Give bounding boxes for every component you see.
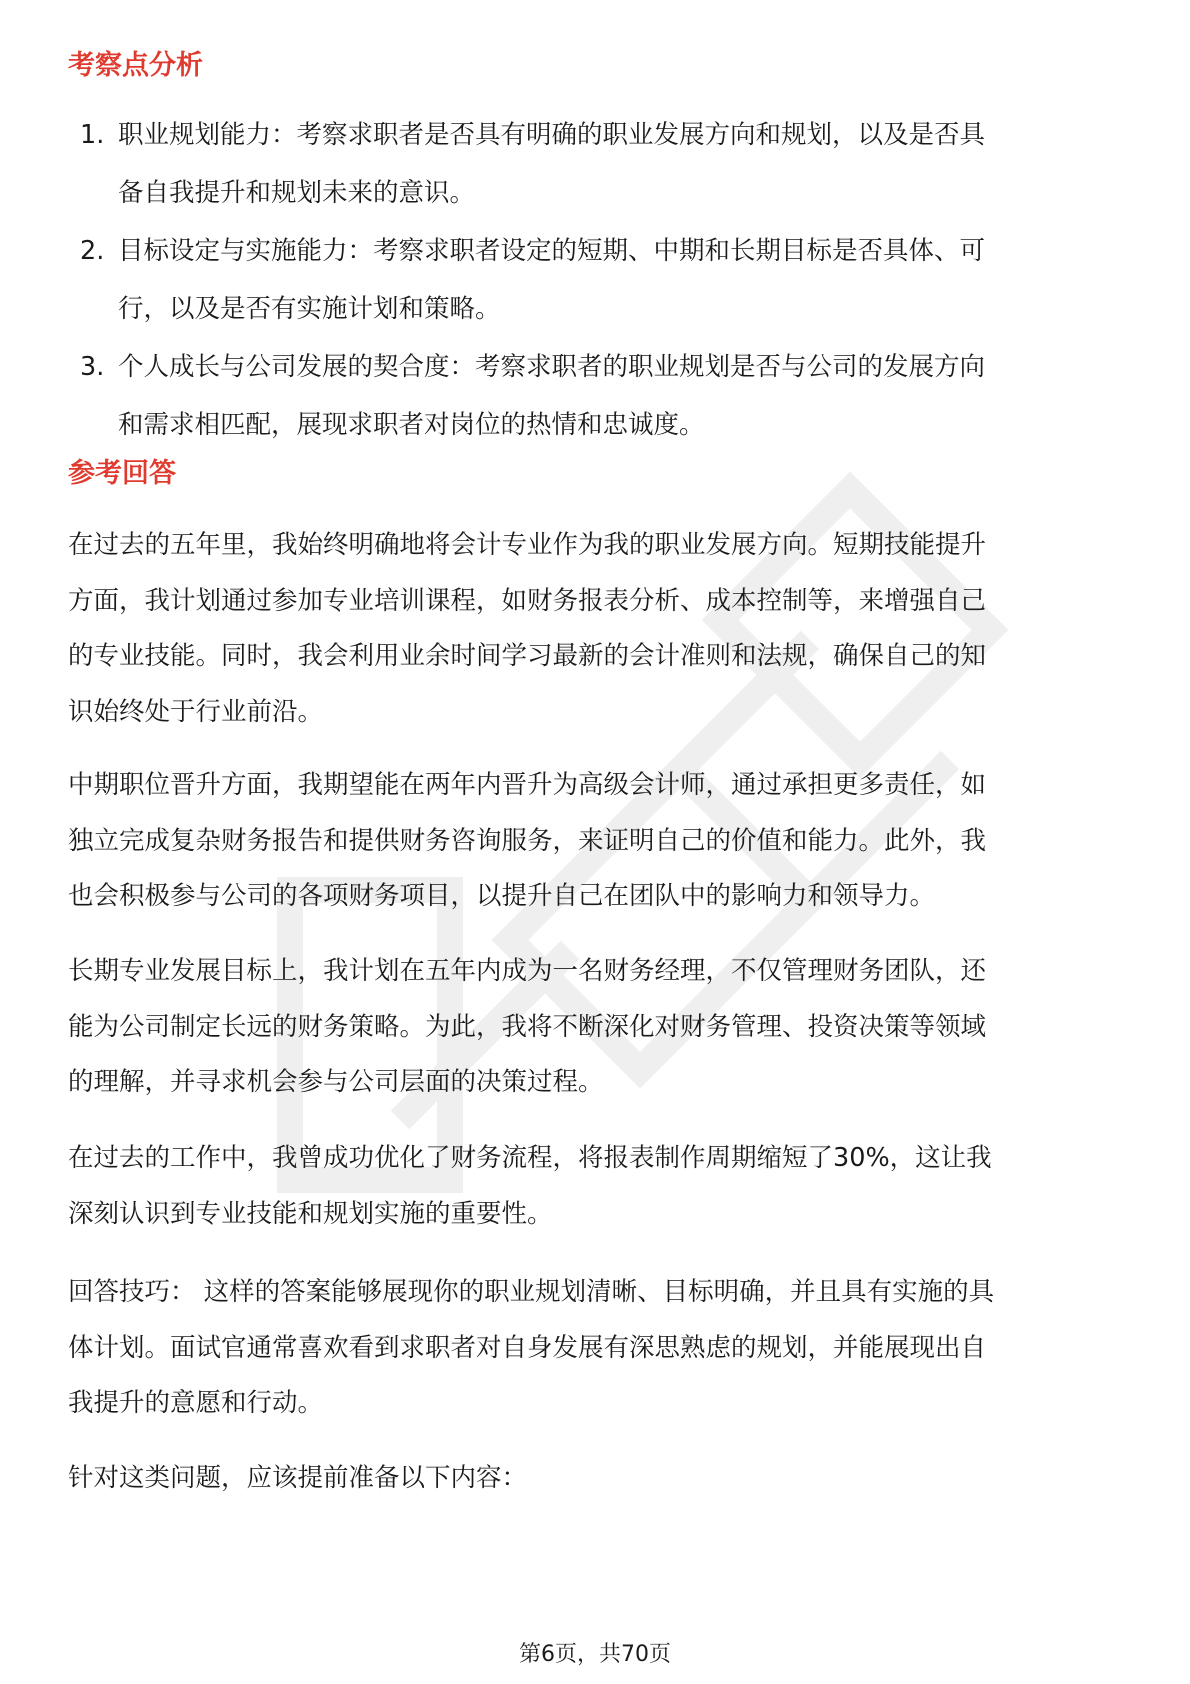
answer-heading: 参考回答 [68,458,176,489]
list-item-text: 职业规划能力：考察求职者是否具有明确的职业发展方向和规划，以及是否具 [118,120,986,150]
list-item-number: 3. [80,352,105,382]
answer-paragraph [68,1131,1124,1242]
tips-paragraph [68,1265,1124,1432]
paragraph-line: 中期职位晋升方面，我期望能在两年内晋升为高级会计师，通过承担更多责任，如 [68,770,987,800]
answer-paragraph [68,518,1124,740]
list-item-text: 和需求相匹配，展现求职者对岗位的热情和忠诚度。 [118,410,705,440]
paragraph-line: 识始终处于行业前沿。 [68,696,324,727]
paragraph-line: 深刻认识到专业技能和规划实施的重要性。 [68,1198,553,1229]
paragraph-line: 针对这类问题，应该提前准备以下内容： [68,1463,528,1493]
list-item-text: 备自我提升和规划未来的意识。 [118,178,476,208]
page-number: 第6页，共70页 [519,1642,671,1667]
list-item [68,338,1128,454]
analysis-list [68,106,1128,454]
paragraph-line: 独立完成复杂财务报告和提供财务咨询服务，来证明自己的价值和能力。此外，我 [68,825,987,856]
list-item-text: 目标设定与实施能力：考察求职者设定的短期、中期和长期目标是否具体、可 [118,236,986,266]
paragraph-line: 的专业技能。同时，我会利用业余时间学习最新的会计准则和法规，确保自己的知 [68,641,987,671]
paragraph-line: 在过去的工作中，我曾成功优化了财务流程，将报表制作周期缩短了30%，这让我 [68,1143,992,1173]
analysis-heading: 考察点分析 [68,50,203,81]
list-item-number: 2. [80,236,105,266]
paragraph-line: 体计划。面试官通常喜欢看到求职者对自身发展有深思熟虑的规划，并能展现出自 [68,1332,987,1363]
list-item-number: 1. [80,120,105,150]
paragraph-line: 也会积极参与公司的各项财务项目，以提升自己在团队中的影响力和领导力。 [68,881,936,911]
paragraph-line: 在过去的五年里，我始终明确地将会计专业作为我的职业发展方向。短期技能提升 [68,530,987,560]
paragraph-line: 方面，我计划通过参加专业培训课程，如财务报表分析、成本控制等，来增强自己 [68,585,987,616]
list-item-text: 行，以及是否有实施计划和策略。 [118,294,501,324]
paragraph-line: 回答技巧： 这样的答案能够展现你的职业规划清晰、目标明确，并且具有实施的具 [68,1277,995,1307]
list-item [68,106,1128,222]
list-item [68,222,1128,338]
answer-paragraph [68,944,1124,1111]
answer-paragraph [68,758,1124,925]
answer-paragraph [68,1451,1124,1507]
paragraph-line: 的理解，并寻求机会参与公司层面的决策过程。 [68,1067,604,1097]
paragraph-line: 我提升的意愿和行动。 [68,1388,324,1418]
paragraph-line: 能为公司制定长远的财务策略。为此，我将不断深化对财务管理、投资决策等领域 [68,1011,987,1042]
list-item-text: 个人成长与公司发展的契合度：考察求职者的职业规划是否与公司的发展方向 [118,352,986,382]
paragraph-line: 长期专业发展目标上，我计划在五年内成为一名财务经理，不仅管理财务团队，还 [68,956,987,986]
